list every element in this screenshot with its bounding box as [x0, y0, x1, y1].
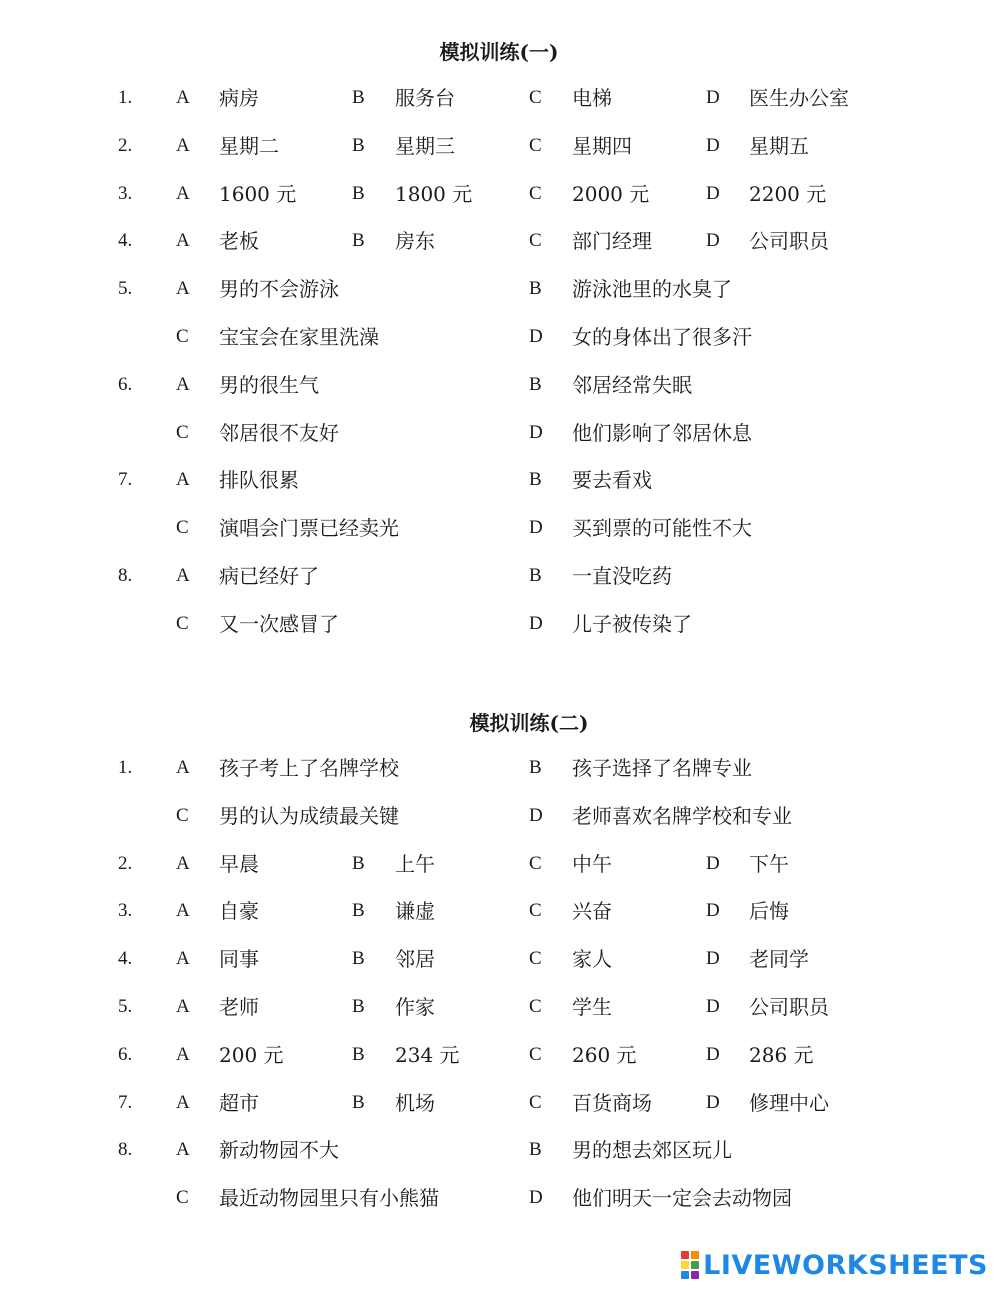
option-letter: A [176, 87, 190, 108]
option-text: 演唱会门票已经卖光 [219, 516, 399, 541]
option-letter: A [176, 469, 190, 491]
option-text: 早晨 [219, 851, 259, 876]
question-number: 2. [118, 134, 133, 156]
option-text: 公司职员 [749, 995, 829, 1019]
option-text: 买到票的可能性不大 [572, 516, 752, 541]
option-letter: C [529, 996, 542, 1017]
option-letter: D [706, 1091, 720, 1113]
option-text: 邻居很不友好 [219, 420, 339, 445]
option-text: 星期五 [749, 133, 809, 158]
option-letter: B [352, 87, 365, 108]
option-letter: B [529, 1139, 542, 1161]
option-text: 后悔 [749, 899, 789, 924]
option-text: 房东 [395, 229, 435, 254]
option-letter: C [176, 326, 189, 347]
option-letter: D [706, 134, 720, 156]
option-letter: B [529, 278, 542, 300]
option-letter: A [176, 948, 190, 970]
option-letter: A [176, 278, 190, 300]
question-number: 8. [118, 1139, 133, 1161]
option-letter: B [352, 230, 365, 252]
option-text: 1600 元 [219, 181, 297, 206]
logo-square [691, 1251, 699, 1259]
logo-text: LIVEWORKSHEETS [703, 1249, 988, 1281]
option-letter: C [529, 900, 542, 922]
logo-square [691, 1271, 699, 1279]
option-letter: D [706, 1043, 720, 1065]
option-letter: C [176, 517, 189, 539]
question-number: 8. [118, 565, 133, 586]
option-letter: B [352, 852, 365, 874]
option-text: 家人 [572, 947, 612, 972]
option-text: 超市 [219, 1090, 259, 1115]
option-letter: A [176, 1091, 190, 1113]
option-text: 作家 [395, 995, 435, 1019]
option-text: 谦虚 [395, 899, 435, 924]
option-text: 男的很生气 [219, 372, 319, 397]
option-letter: C [529, 852, 542, 874]
option-text: 学生 [572, 995, 612, 1019]
section-title: 模拟训练(一) [439, 40, 559, 64]
option-text: 服务台 [395, 86, 455, 110]
option-text: 2000 元 [572, 181, 650, 206]
option-letter: D [529, 517, 543, 539]
question-number: 7. [118, 469, 133, 491]
option-letter: D [706, 948, 720, 970]
option-text: 新动物园不大 [219, 1138, 339, 1163]
option-text: 自豪 [219, 899, 259, 924]
question-number: 1. [118, 87, 133, 108]
option-letter: B [352, 182, 365, 204]
option-letter: D [529, 1187, 543, 1209]
option-letter: D [529, 326, 543, 347]
question-number: 4. [118, 948, 133, 970]
option-text: 医生办公室 [749, 86, 849, 110]
option-letter: B [352, 996, 365, 1017]
logo-square [681, 1271, 689, 1279]
option-letter: B [529, 757, 542, 778]
option-letter: A [176, 900, 190, 922]
option-text: 邻居经常失眠 [572, 372, 692, 397]
option-text: 男的认为成绩最关键 [219, 803, 399, 828]
option-letter: D [529, 804, 543, 826]
option-text: 中午 [572, 851, 612, 876]
question-number: 4. [118, 230, 133, 252]
option-letter: A [176, 134, 190, 156]
option-text: 他们明天一定会去动物园 [572, 1186, 792, 1211]
question-number: 6. [118, 373, 133, 395]
option-letter: A [176, 852, 190, 874]
option-letter: D [706, 182, 720, 204]
option-letter: C [176, 612, 189, 634]
question-number: 6. [118, 1043, 133, 1065]
option-letter: D [706, 230, 720, 252]
option-text: 星期二 [219, 133, 279, 158]
option-letter: A [176, 757, 190, 778]
option-text: 286 元 [749, 1042, 814, 1067]
option-letter: B [352, 1043, 365, 1065]
option-letter: B [352, 134, 365, 156]
option-text: 1800 元 [395, 181, 473, 206]
option-text: 机场 [395, 1090, 435, 1115]
option-text: 星期三 [395, 133, 455, 158]
option-text: 排队很累 [219, 468, 299, 493]
option-text: 下午 [749, 851, 789, 876]
logo-square [691, 1261, 699, 1269]
option-text: 病已经好了 [219, 564, 319, 588]
option-letter: D [706, 900, 720, 922]
option-text: 男的不会游泳 [219, 277, 339, 302]
option-letter: C [529, 1091, 542, 1113]
question-number: 3. [118, 900, 133, 922]
option-text: 电梯 [572, 86, 612, 110]
option-text: 上午 [395, 851, 435, 876]
option-letter: D [706, 852, 720, 874]
option-text: 部门经理 [572, 229, 652, 254]
option-text: 老同学 [749, 947, 809, 972]
question-number: 3. [118, 182, 133, 204]
liveworksheets-logo[interactable] [681, 1250, 988, 1280]
option-text: 他们影响了邻居休息 [572, 420, 752, 445]
question-number: 2. [118, 852, 133, 874]
option-letter: D [529, 421, 543, 443]
option-text: 老板 [219, 229, 259, 254]
option-letter: C [529, 230, 542, 252]
option-text: 儿子被传染了 [572, 611, 692, 636]
option-letter: B [352, 900, 365, 922]
option-letter: A [176, 1139, 190, 1161]
option-text: 一直没吃药 [572, 564, 672, 588]
option-letter: C [529, 182, 542, 204]
option-text: 女的身体出了很多汗 [572, 325, 752, 349]
question-number: 5. [118, 996, 133, 1017]
option-letter: D [706, 996, 720, 1017]
option-letter: C [529, 134, 542, 156]
option-text: 宝宝会在家里洗澡 [219, 325, 379, 349]
option-text: 公司职员 [749, 229, 829, 254]
option-letter: A [176, 1043, 190, 1065]
option-text: 老师 [219, 995, 259, 1019]
option-text: 百货商场 [572, 1090, 652, 1115]
option-letter: A [176, 996, 190, 1017]
option-letter: C [176, 421, 189, 443]
option-letter: B [529, 373, 542, 395]
option-text: 老师喜欢名牌学校和专业 [572, 803, 792, 828]
option-text: 要去看戏 [572, 468, 652, 493]
option-letter: C [176, 804, 189, 826]
section-title: 模拟训练(二) [469, 711, 589, 735]
option-text: 修理中心 [749, 1090, 829, 1115]
question-number: 5. [118, 278, 133, 300]
option-text: 邻居 [395, 947, 435, 972]
option-letter: B [529, 469, 542, 491]
option-letter: B [352, 948, 365, 970]
option-letter: C [176, 1187, 189, 1209]
question-number: 7. [118, 1091, 133, 1113]
option-letter: C [529, 1043, 542, 1065]
option-text: 同事 [219, 947, 259, 972]
liveworksheets-logo-icon [681, 1251, 699, 1279]
option-text: 兴奋 [572, 899, 612, 924]
option-letter: B [529, 565, 542, 586]
question-number: 1. [118, 757, 133, 778]
option-letter: D [529, 612, 543, 634]
option-text: 男的想去郊区玩儿 [572, 1138, 732, 1163]
logo-square [681, 1251, 689, 1259]
option-text: 孩子选择了名牌专业 [572, 756, 752, 780]
option-letter: A [176, 373, 190, 395]
option-text: 260 元 [572, 1042, 637, 1067]
option-letter: A [176, 230, 190, 252]
option-letter: C [529, 87, 542, 108]
option-letter: A [176, 182, 190, 204]
option-text: 2200 元 [749, 181, 827, 206]
option-text: 又一次感冒了 [219, 611, 339, 636]
logo-square [681, 1261, 689, 1269]
option-letter: C [529, 948, 542, 970]
option-text: 星期四 [572, 133, 632, 158]
option-text: 孩子考上了名牌学校 [219, 756, 399, 780]
option-text: 234 元 [395, 1042, 460, 1067]
option-letter: B [352, 1091, 365, 1113]
option-letter: D [706, 87, 720, 108]
option-text: 游泳池里的水臭了 [572, 277, 732, 302]
option-letter: A [176, 565, 190, 586]
option-text: 病房 [219, 86, 259, 110]
option-text: 200 元 [219, 1042, 284, 1067]
option-text: 最近动物园里只有小熊猫 [219, 1186, 439, 1211]
